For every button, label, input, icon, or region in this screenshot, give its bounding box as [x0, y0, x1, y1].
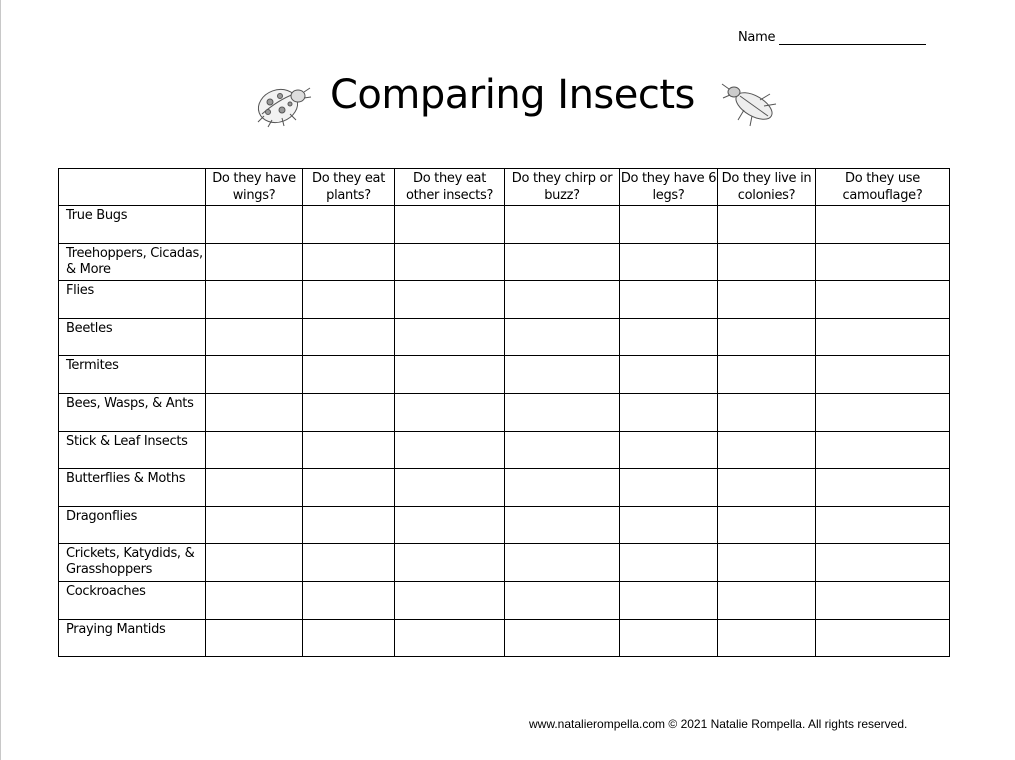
header-row	[59, 169, 950, 206]
table-row	[59, 281, 950, 319]
column-header-chirp-buzz: Do they chirp or buzz?	[505, 169, 620, 206]
answer-cell[interactable]	[303, 469, 395, 507]
answer-cell[interactable]	[816, 243, 950, 281]
answer-cell[interactable]	[718, 243, 816, 281]
answer-cell[interactable]	[816, 506, 950, 544]
answer-cell[interactable]	[206, 206, 303, 244]
table-row	[59, 206, 950, 244]
beetle-icon	[720, 82, 780, 132]
answer-cell[interactable]	[816, 581, 950, 619]
row-label: Termites	[59, 356, 206, 394]
answer-cell[interactable]	[718, 581, 816, 619]
name-blank-line[interactable]	[779, 34, 926, 45]
answer-cell[interactable]	[505, 581, 620, 619]
answer-cell[interactable]	[816, 318, 950, 356]
answer-cell[interactable]	[620, 544, 718, 582]
answer-cell[interactable]	[505, 619, 620, 657]
answer-cell[interactable]	[206, 544, 303, 582]
table-row	[59, 431, 950, 469]
answer-cell[interactable]	[395, 431, 505, 469]
table-row	[59, 469, 950, 507]
answer-cell[interactable]	[303, 506, 395, 544]
answer-cell[interactable]	[620, 318, 718, 356]
answer-cell[interactable]	[620, 581, 718, 619]
answer-cell[interactable]	[206, 469, 303, 507]
row-label: Cockroaches	[59, 581, 206, 619]
answer-cell[interactable]	[395, 393, 505, 431]
column-header-wings: Do they have wings?	[206, 169, 303, 206]
answer-cell[interactable]	[395, 469, 505, 507]
answer-cell[interactable]	[718, 393, 816, 431]
answer-cell[interactable]	[620, 281, 718, 319]
answer-cell[interactable]	[620, 206, 718, 244]
answer-cell[interactable]	[206, 393, 303, 431]
answer-cell[interactable]	[206, 619, 303, 657]
ladybug-icon	[250, 80, 312, 130]
answer-cell[interactable]	[395, 318, 505, 356]
answer-cell[interactable]	[303, 281, 395, 319]
answer-cell[interactable]	[816, 393, 950, 431]
answer-cell[interactable]	[505, 243, 620, 281]
table-row	[59, 393, 950, 431]
row-label: Flies	[59, 281, 206, 319]
row-label: Butterflies & Moths	[59, 469, 206, 507]
answer-cell[interactable]	[395, 544, 505, 582]
answer-cell[interactable]	[206, 243, 303, 281]
answer-cell[interactable]	[718, 469, 816, 507]
answer-cell[interactable]	[303, 619, 395, 657]
answer-cell[interactable]	[395, 281, 505, 319]
insect-comparison-table	[58, 168, 950, 657]
answer-cell[interactable]	[718, 356, 816, 394]
page-title: Comparing Insects	[330, 72, 695, 118]
answer-cell[interactable]	[206, 356, 303, 394]
answer-cell[interactable]	[816, 469, 950, 507]
answer-cell[interactable]	[395, 243, 505, 281]
row-label: Dragonflies	[59, 506, 206, 544]
table-row	[59, 243, 950, 281]
row-label: Bees, Wasps, & Ants	[59, 393, 206, 431]
column-header-eat-plants: Do they eat plants?	[303, 169, 395, 206]
answer-cell[interactable]	[303, 356, 395, 394]
answer-cell[interactable]	[718, 506, 816, 544]
answer-cell[interactable]	[505, 281, 620, 319]
answer-cell[interactable]	[505, 469, 620, 507]
answer-cell[interactable]	[816, 206, 950, 244]
name-field	[738, 30, 926, 45]
answer-cell[interactable]	[395, 619, 505, 657]
answer-cell[interactable]	[206, 431, 303, 469]
column-header-blank	[59, 169, 206, 206]
table-row	[59, 318, 950, 356]
answer-cell[interactable]	[620, 619, 718, 657]
column-header-six-legs: Do they have 6 legs?	[620, 169, 718, 206]
table-row	[59, 581, 950, 619]
answer-cell[interactable]	[816, 431, 950, 469]
answer-cell[interactable]	[620, 393, 718, 431]
answer-cell[interactable]	[395, 206, 505, 244]
answer-cell[interactable]	[395, 581, 505, 619]
table-row	[59, 356, 950, 394]
page-edge	[0, 0, 1, 760]
answer-cell[interactable]	[816, 356, 950, 394]
answer-cell[interactable]	[718, 431, 816, 469]
answer-cell[interactable]	[718, 318, 816, 356]
answer-cell[interactable]	[816, 619, 950, 657]
table-row	[59, 619, 950, 657]
column-header-eat-insects: Do they eat other insects?	[395, 169, 505, 206]
answer-cell[interactable]	[620, 469, 718, 507]
answer-cell[interactable]	[206, 506, 303, 544]
row-label: Crickets, Katydids, & Grasshoppers	[59, 544, 206, 582]
answer-cell[interactable]	[620, 506, 718, 544]
answer-cell[interactable]	[620, 243, 718, 281]
answer-cell[interactable]	[206, 318, 303, 356]
row-label: Praying Mantids	[59, 619, 206, 657]
copyright-footer: www.natalierompella.com © 2021 Natalie Rompella. All rights reserved.	[529, 717, 908, 731]
answer-cell[interactable]	[718, 544, 816, 582]
row-label: Treehoppers, Cicadas, & More	[59, 243, 206, 281]
answer-cell[interactable]	[303, 243, 395, 281]
answer-cell[interactable]	[505, 318, 620, 356]
answer-cell[interactable]	[303, 544, 395, 582]
answer-cell[interactable]	[505, 206, 620, 244]
answer-cell[interactable]	[620, 431, 718, 469]
answer-cell[interactable]	[303, 206, 395, 244]
column-header-colonies: Do they live in colonies?	[718, 169, 816, 206]
row-label: Stick & Leaf Insects	[59, 431, 206, 469]
table-row	[59, 506, 950, 544]
answer-cell[interactable]	[816, 544, 950, 582]
row-label: Beetles	[59, 318, 206, 356]
answer-cell[interactable]	[303, 393, 395, 431]
column-header-camouflage: Do they use camouflage?	[816, 169, 950, 206]
answer-cell[interactable]	[206, 581, 303, 619]
row-label: True Bugs	[59, 206, 206, 244]
table-row	[59, 544, 950, 582]
answer-cell[interactable]	[505, 431, 620, 469]
answer-cell[interactable]	[505, 356, 620, 394]
answer-cell[interactable]	[395, 356, 505, 394]
name-label: Name	[738, 30, 776, 45]
answer-cell[interactable]	[620, 356, 718, 394]
answer-cell[interactable]	[303, 581, 395, 619]
answer-cell[interactable]	[505, 506, 620, 544]
answer-cell[interactable]	[505, 544, 620, 582]
answer-cell[interactable]	[303, 431, 395, 469]
answer-cell[interactable]	[718, 206, 816, 244]
answer-cell[interactable]	[206, 281, 303, 319]
answer-cell[interactable]	[303, 318, 395, 356]
answer-cell[interactable]	[505, 393, 620, 431]
answer-cell[interactable]	[816, 281, 950, 319]
answer-cell[interactable]	[395, 506, 505, 544]
answer-cell[interactable]	[718, 281, 816, 319]
answer-cell[interactable]	[718, 619, 816, 657]
